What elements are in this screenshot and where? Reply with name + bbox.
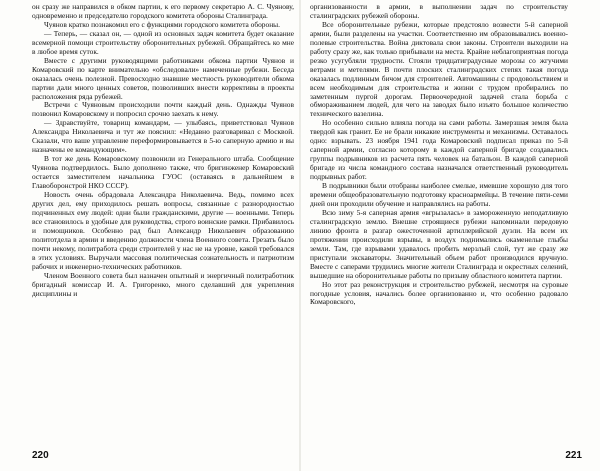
paragraph: он сразу же направился в обком партии, к его первому секретарю А. С. Чуянову, одновременно и председателю городского комитета обороны Сталинграда. [32,2,294,20]
page-number-right: 221 [565,450,582,461]
paragraph: Чуянов кратко познакомил его с функциями городского комитета обороны. [44,19,280,29]
paragraph: Встречи с Чуяновым происходили почти каждый день. Однажды Чуянов позвонил Комаровскому и попросил срочно заехать к нему. [32,100,294,119]
paragraph: Все оборонительные рубежи, которые предстояло возвести 5-й саперной армии, были разделены на участки. Соответственно им образовывались военно-полевые строительства. Война диктовала свои законы. Строители выходили на работу сразу же, как только прибывали на места. Крайне неблагоприятная погода резко усугубляли трудности. Стояли тридцатиградусные морозы со жгучими ветрами и метелями. В почти плоских сталинградских степях такая погода оказалась подлинным бичом для строителей. Автомашины с продовольствием и всем необходимым для строительства и жизни с трудом пробирались по заметенным пургой дорогам. Первоочередной задачей стала борьба с обмораживанием людей, для чего на заводах было изъято большое количество технического вазелина. [310,19,568,119]
paragraph: организованности в армии, в выполнении задач по строительству сталинградских рубежей обороны. [310,2,568,20]
paragraph: — Здравствуйте, товарищ командарм, — улыбаясь, приветствовал Чуянов Александра Николаевича и тут же пояснил: «Недавно разговаривал с Москвой. Сказали, что ваше управление переформировывается в 5-ю саперную армию и вы назначены ее командующим». [32,118,294,155]
paragraph: Новость очень обрадовала Александра Николаевича. Ведь, помимо всех других дел, ему приходилось решать вопросы, связанные с разнородностью подчиненных ему людей: одни были гражданскими, другие — военными. Теперь все становилось в удобные для руководства, строго воинские рамки. Прибавилось и помощников. Особенно рад был Александр Николаевич образованию политотдела в армии и введению должности члена Военного совета. Грезать было почти некому, политработа среди строителей у нас не на уровне, какой требовался в этих условиях. Выручали массовая политическая сознательность и патриотизм рабочих и инженерно-технических работников. [32,190,294,271]
paragraph: В тот же день Комаровскому позвонили из Генерального штаба. Сообщение Чуянова подтвердилось. Было дополнено также, что бригинженер Комаровский остается заместителем начальника ГУОС (оставаясь в дальнейшем в Главоборонстрой НКО СССР). [32,154,294,191]
paragraph: Но этот раз реконструкция и строительство рубежей, несмотря на суровые погодные условия, начались более организованно и, что особенно радовало Комаровского, [310,279,568,307]
paragraph: Но особенно сильно влияла погода на сами работы. Замерзшая земля была твердой как гранит. Ее не брали никакие инструменты и механизмы. Оставалось одно: взрывать. 23 ноября 1941 года Комаровский подписал приказ по 5-й саперной армии, согласно которому в каждой саперной бригаде создавались группы подрывников из расчета пять человек на батальон. В каждой саперной бригаде из числа командного состава назначался ответственный руководитель подрывных работ. [310,118,568,182]
paragraph: Вместе с другими руководящими работниками обкома партии Чуянов и Комаровский по карте внимательно «обследовали» намеченные рубежи. Беседа оказалась очень полезной. Превосходно знавшие местность руководители обкома партии дали много ценных советов, позволивших внести коррективы в проекты расположения ряда рубежей. [32,55,294,101]
left-page-text [32,3,294,298]
paragraph: — Теперь, — сказал он, — одной из основных задач комитета будет оказание всемерной помощи строительству оборонительных рубежей. Обращайтесь ко мне в любое время суток. [32,28,294,56]
left-page [0,3,300,471]
right-page-text [310,3,568,307]
paragraph: Всю зиму 5-я саперная армия «вгрызалась» в замороженную неподатливую сталинградскую землю. Внешне строящиеся рубежи напоминали передовую линию фронта в разгар ожесточенной артиллерийской дуэли. На всем их протяжении происходили взрывы, в воздух поднимались окаменелые глыбы земли. Там, где взрывами удавалось пробить мерзлый слой, тут же сразу же приступали экскаваторы. Значительный объем работ производился вручную. Вместе с саперами трудились многие жители Сталинграда и окрестных селений, вышедшие на оборонительные работы по призыву областного комитета партии. [310,207,568,280]
paragraph: Членом Военного совета был назначен опытный и энергичный политработник бригадный комиссар И. А. Григоренко, много сделавший для укрепления дисциплины и [32,270,294,298]
page-number-left: 220 [32,450,49,461]
right-page [300,3,600,471]
paragraph: В подрывники были отобраны наиболее смелые, имевшие хорошую для того времени общеобразовательную подготовку красноармейцы. В течение пяти-семи дней они проходили обучение и направлялись на работы. [310,181,568,208]
